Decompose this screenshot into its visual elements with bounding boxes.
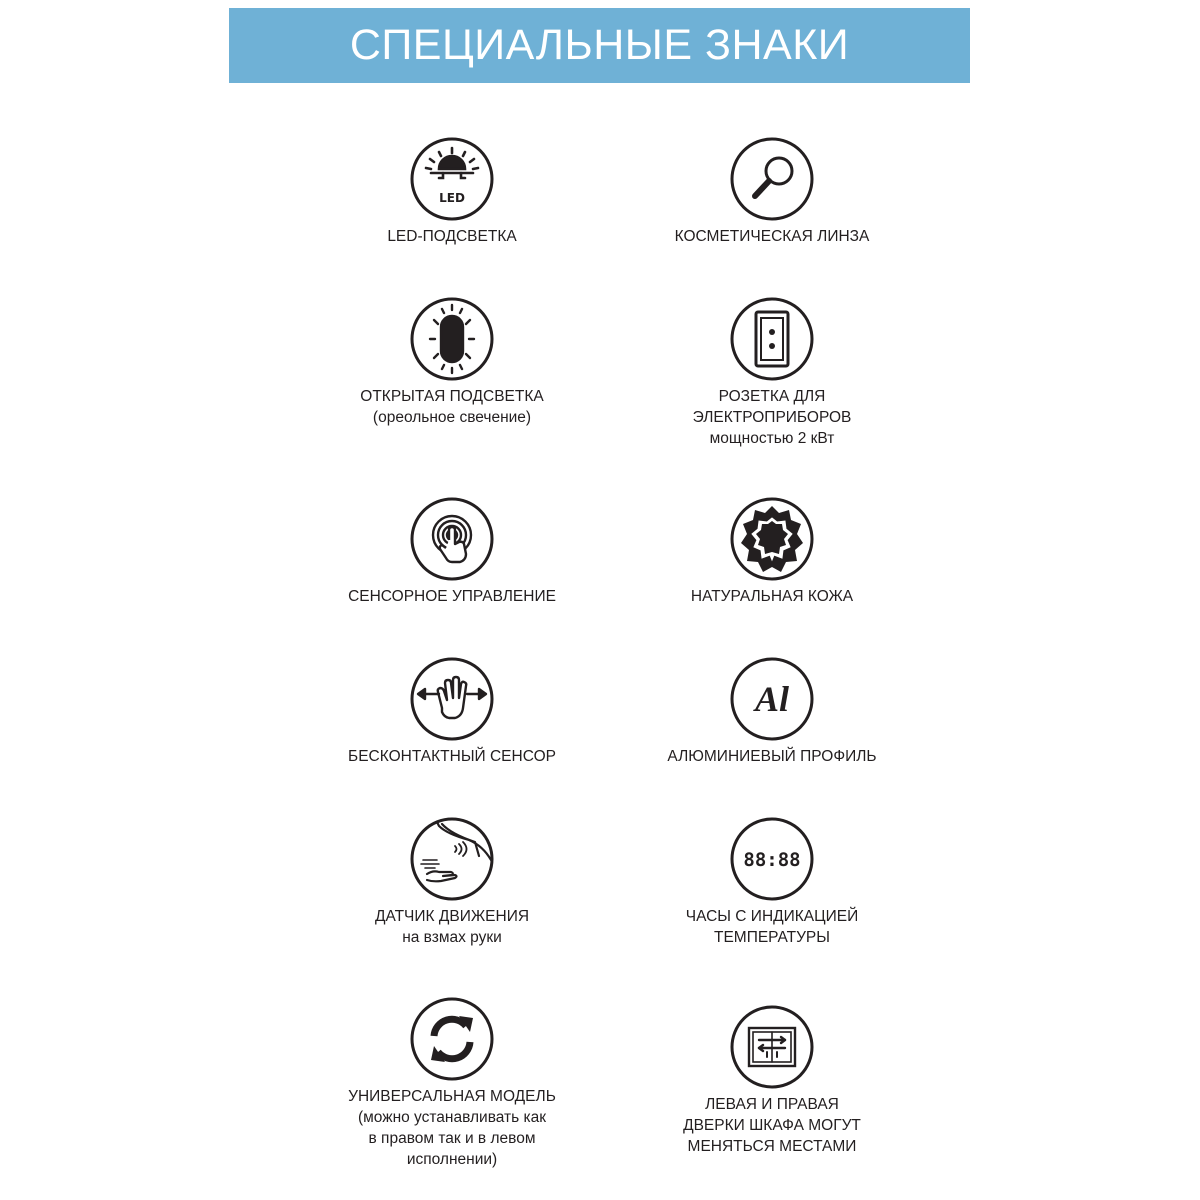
socket-icon [729,296,815,382]
feature-swap-doors [622,1004,922,1157]
feature-lens [622,136,922,247]
caption-line: ДАТЧИК ДВИЖЕНИЯ [374,908,530,925]
caption-line: исполнении) [406,1151,498,1168]
feature-clock [622,816,922,948]
reversible-icon [409,996,495,1082]
caption-line: ДВЕРКИ ШКАФА МОГУТ [683,1117,861,1134]
feature-halo [302,296,602,428]
feature-socket [622,296,922,449]
feature-led [302,136,602,247]
clock-icon-text: 88:88 [743,849,801,871]
caption-line: (ореольное свечение) [372,409,532,426]
feature-caption [360,386,543,428]
caption-line: ТЕМПЕРАТУРЫ [713,929,830,946]
feature-caption [693,386,852,449]
caption-line: (можно устанавливать как [357,1109,547,1126]
caption-line: БЕСКОНТАКТНЫЙ СЕНСОР [348,748,556,765]
magnifier-icon [729,136,815,222]
feature-contactless [302,656,602,767]
halo-glow-icon [409,296,495,382]
feature-caption [348,746,556,767]
feature-caption [691,586,853,607]
caption-line: АЛЮМИНИЕВЫЙ ПРОФИЛЬ [667,748,877,765]
feature-caption [387,226,516,247]
caption-line: РОЗЕТКА ДЛЯ [718,388,826,405]
caption-line: ЭЛЕКТРОПРИБОРОВ [692,409,852,426]
feature-aluminium [622,656,922,767]
led-icon-text: LED [439,191,465,205]
caption-line: УНИВЕРСАЛЬНАЯ МОДЕЛЬ [348,1088,556,1105]
feature-motion [302,816,602,948]
feature-caption [375,906,529,948]
swap-doors-icon [729,1004,815,1090]
feature-leather [622,496,922,607]
feature-caption [667,746,876,767]
feature-caption [686,906,858,948]
feature-universal [302,996,602,1170]
led-lamp-icon [409,136,495,222]
hand-swipe-icon [409,656,495,742]
feature-caption [348,1086,556,1170]
caption-line: мощностью 2 кВт [709,430,835,447]
clock-icon [729,816,815,902]
caption-line: на взмах руки [402,929,502,946]
caption-line: КОСМЕТИЧЕСКАЯ ЛИНЗА [674,228,870,245]
touch-icon [409,496,495,582]
aluminium-icon [729,656,815,742]
leather-icon [729,496,815,582]
caption-line: НАТУРАЛЬНАЯ КОЖА [690,588,854,605]
caption-line: LED-ПОДСВЕТКА [387,228,517,245]
feature-touch [302,496,602,607]
feature-caption [675,226,870,247]
caption-line: СЕНСОРНОЕ УПРАВЛЕНИЕ [348,588,556,605]
feature-caption [348,586,556,607]
feature-caption [683,1094,861,1157]
caption-line: ЧАСЫ С ИНДИКАЦИЕЙ [685,908,859,925]
page-title: СПЕЦИАЛЬНЫЕ ЗНАКИ [349,21,850,69]
motion-sensor-icon [409,816,495,902]
caption-line: ОТКРЫТАЯ ПОДСВЕТКА [360,388,544,405]
caption-line: ЛЕВАЯ И ПРАВАЯ [705,1096,839,1113]
caption-line: МЕНЯТЬСЯ МЕСТАМИ [687,1138,857,1155]
al-icon-text: Al [754,679,790,719]
header-banner [229,8,970,83]
caption-line: в правом так и в левом [368,1130,536,1147]
